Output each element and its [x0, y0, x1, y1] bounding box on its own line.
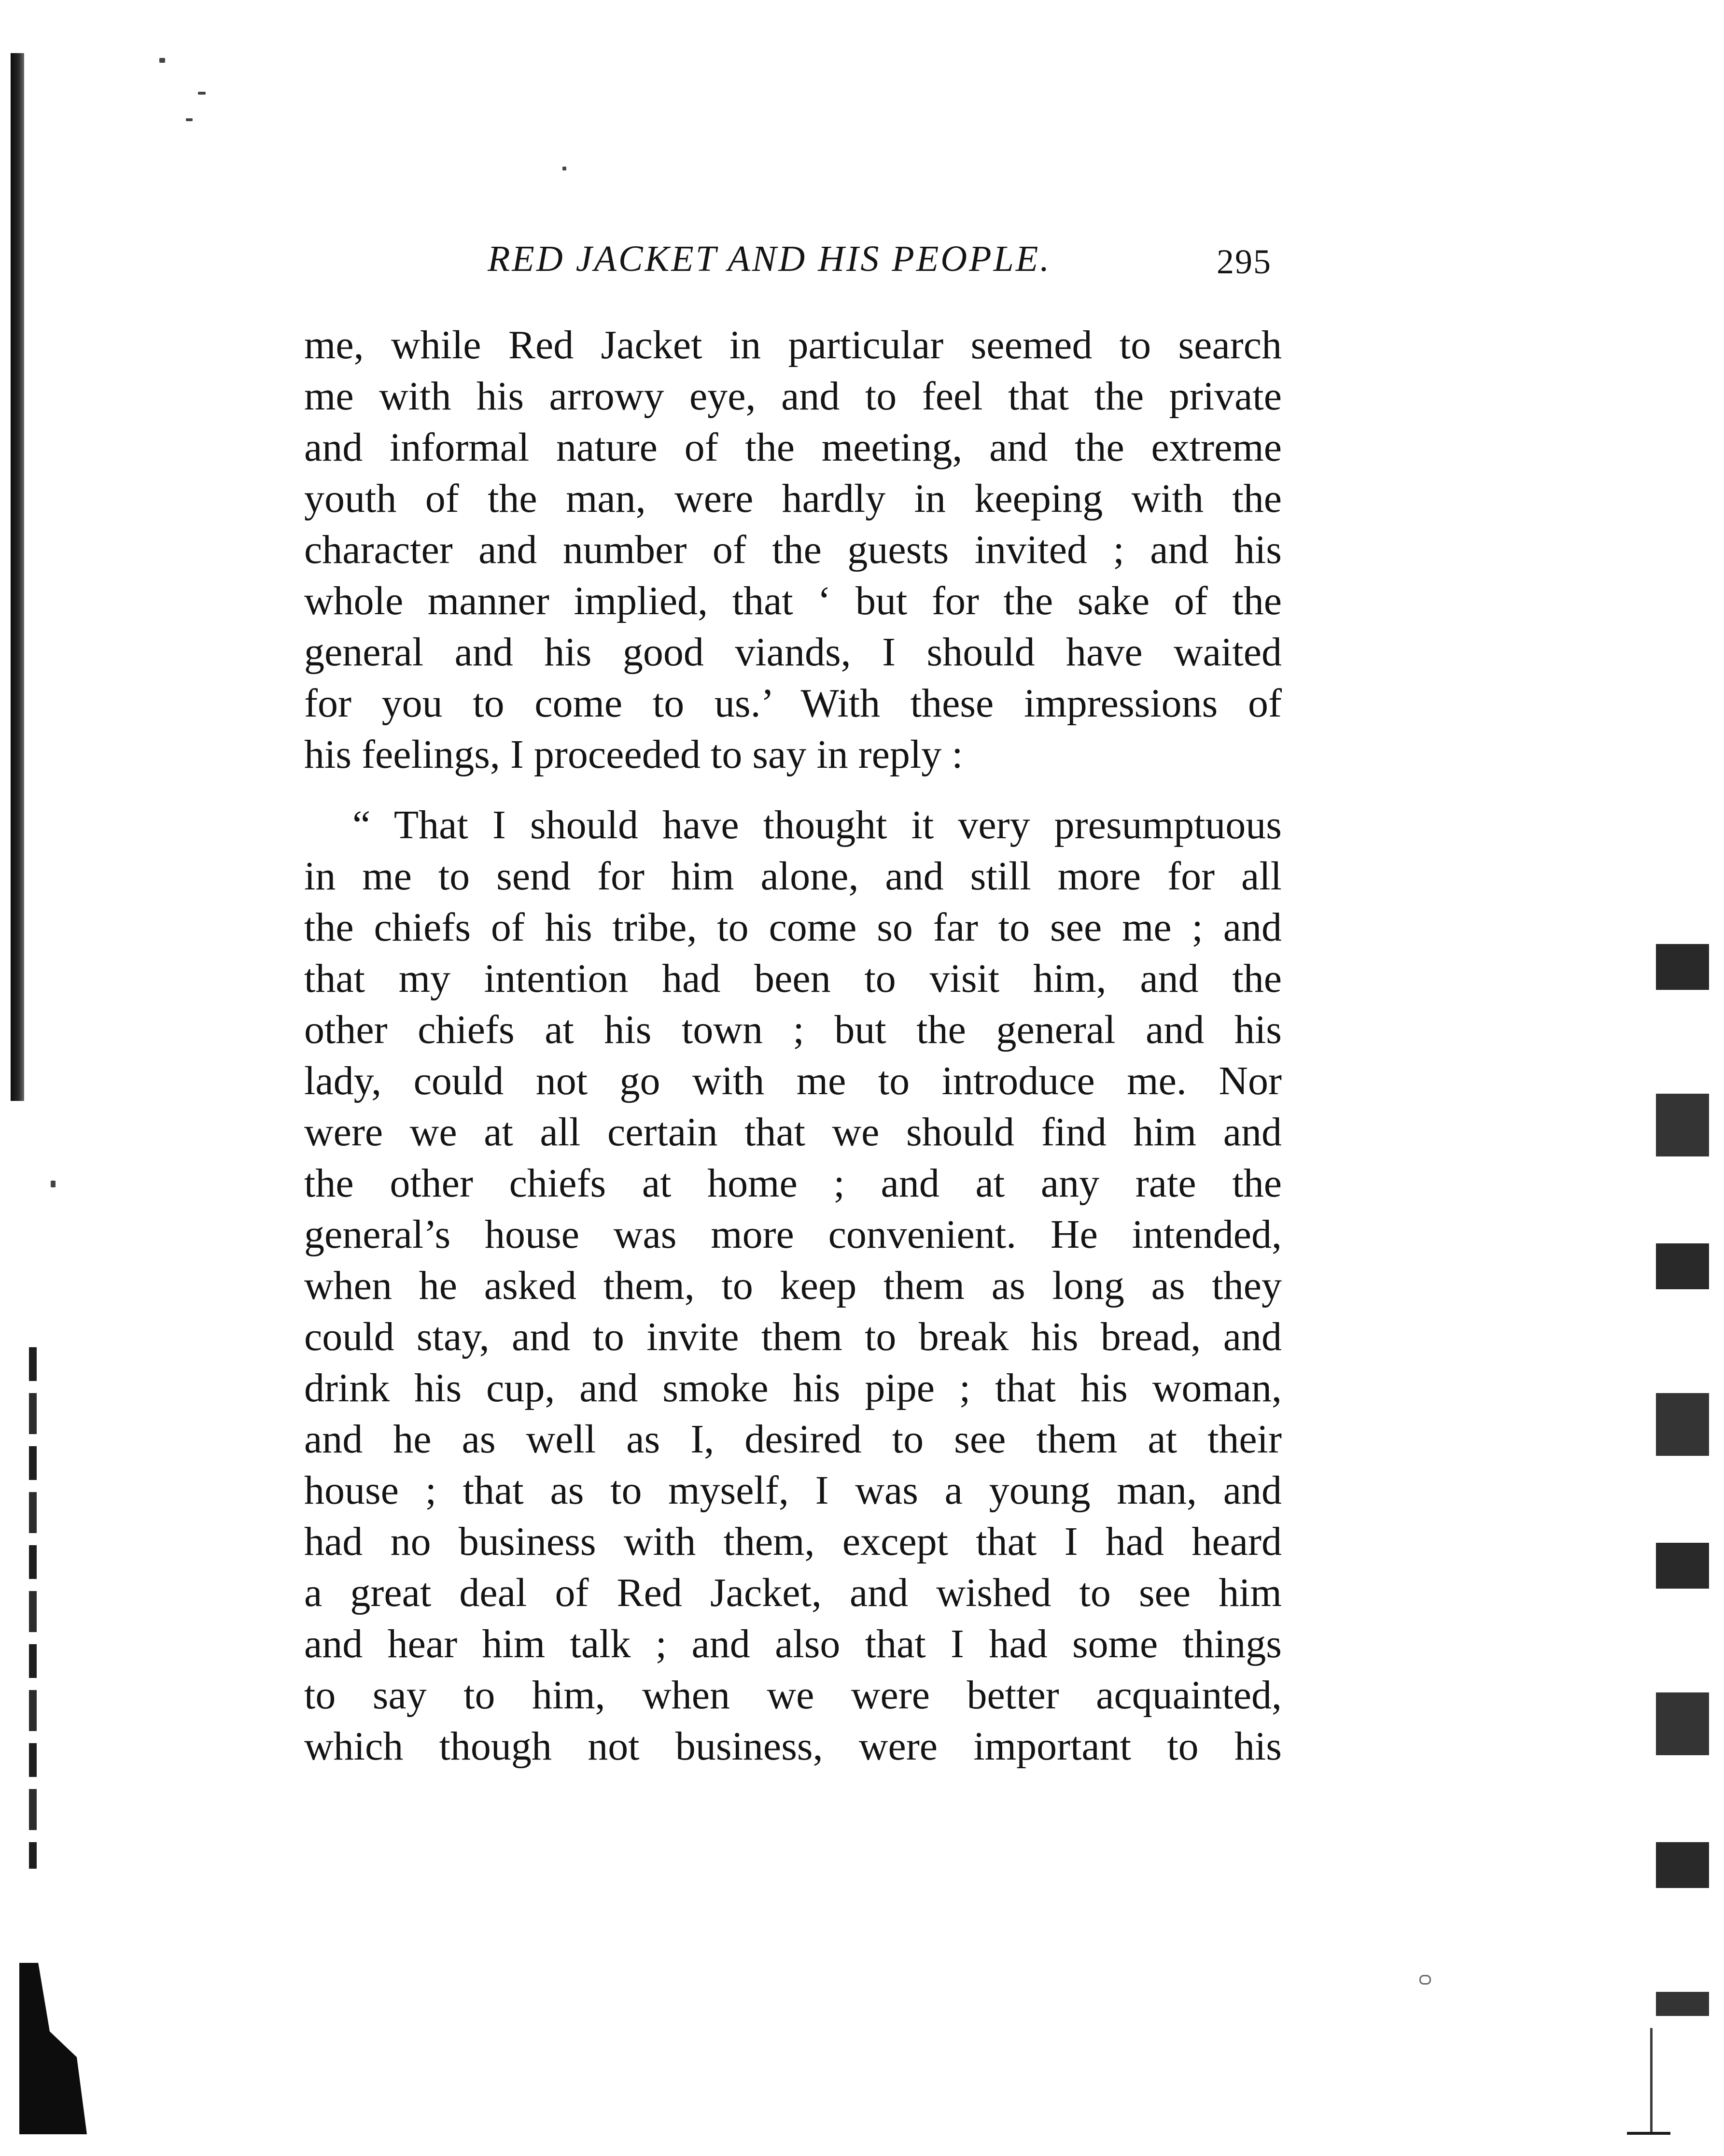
paragraph	[304, 800, 1282, 1772]
text-line: in me to send for him alone, and still more for all	[304, 854, 1282, 899]
page-number: 295	[1217, 242, 1272, 281]
text-line: his feelings, I proceeded to say in reply :	[304, 732, 963, 777]
body-text	[304, 320, 1282, 1772]
text-line: when he asked them, to keep them as long as they	[304, 1263, 1282, 1308]
text-line: house ; that as to myself, I was a young man, and	[304, 1468, 1282, 1513]
text-line: me with his arrowy eye, and to feel that the private	[304, 374, 1282, 419]
text-line: and hear him talk ; and also that I had some things	[304, 1621, 1282, 1666]
text-line: lady, could not go with me to introduce me. Nor	[304, 1058, 1282, 1103]
text-line: to say to him, when we were better acquainted,	[304, 1673, 1282, 1718]
text-line: could stay, and to invite them to break his bread, and	[304, 1314, 1282, 1359]
text-line: that my intention had been to visit him, and the	[304, 956, 1282, 1001]
scan-shadow-bottom-left	[19, 1963, 87, 2134]
text-line: me, while Red Jacket in particular seemed to search	[304, 323, 1282, 367]
paragraph	[304, 320, 1282, 780]
text-line: a great deal of Red Jacket, and wished to see him	[304, 1570, 1282, 1615]
dust-speck	[198, 92, 206, 95]
dust-speck	[51, 1181, 56, 1187]
text-line: general and his good viands, I should have waited	[304, 630, 1282, 675]
text-line: character and number of the guests invited ; and his	[304, 527, 1282, 572]
text-line: and informal nature of the meeting, and the extreme	[304, 425, 1282, 470]
text-line: the other chiefs at home ; and at any rate the	[304, 1161, 1282, 1206]
text-line: and he as well as I, desired to see them at their	[304, 1417, 1282, 1462]
scan-edge-right	[1650, 2028, 1653, 2134]
scan-edge-bottom	[1627, 2132, 1670, 2135]
dust-speck	[186, 118, 193, 121]
text-line: youth of the man, were hardly in keeping with the	[304, 476, 1282, 521]
scan-marks-left	[29, 1347, 37, 1869]
text-line: the chiefs of his tribe, to come so far to see me ; and	[304, 905, 1282, 950]
text-line: for you to come to us.’ With these impressions of	[304, 681, 1282, 726]
text-line: whole manner implied, that ‘ but for the sake of the	[304, 578, 1282, 623]
text-line: “ That I should have thought it very presumptuous	[352, 803, 1282, 847]
text-line: were we at all certain that we should find him and	[304, 1110, 1282, 1155]
dust-speck	[1419, 1975, 1431, 1985]
text-line: drink his cup, and smoke his pipe ; that his woman,	[304, 1366, 1282, 1410]
scan-edge-left	[11, 53, 24, 1101]
dust-speck	[562, 167, 566, 170]
text-line: which though not business, were important to his	[304, 1724, 1282, 1769]
dust-speck	[159, 58, 165, 63]
text-line: had no business with them, except that I had heard	[304, 1519, 1282, 1564]
scan-marks-right	[1656, 944, 1709, 2016]
text-line: other chiefs at his town ; but the general and his	[304, 1007, 1282, 1052]
text-line: general’s house was more convenient. He intended,	[304, 1212, 1282, 1257]
running-header-title: RED JACKET AND HIS PEOPLE.	[488, 239, 1051, 279]
paragraph-spacer	[304, 780, 1282, 800]
